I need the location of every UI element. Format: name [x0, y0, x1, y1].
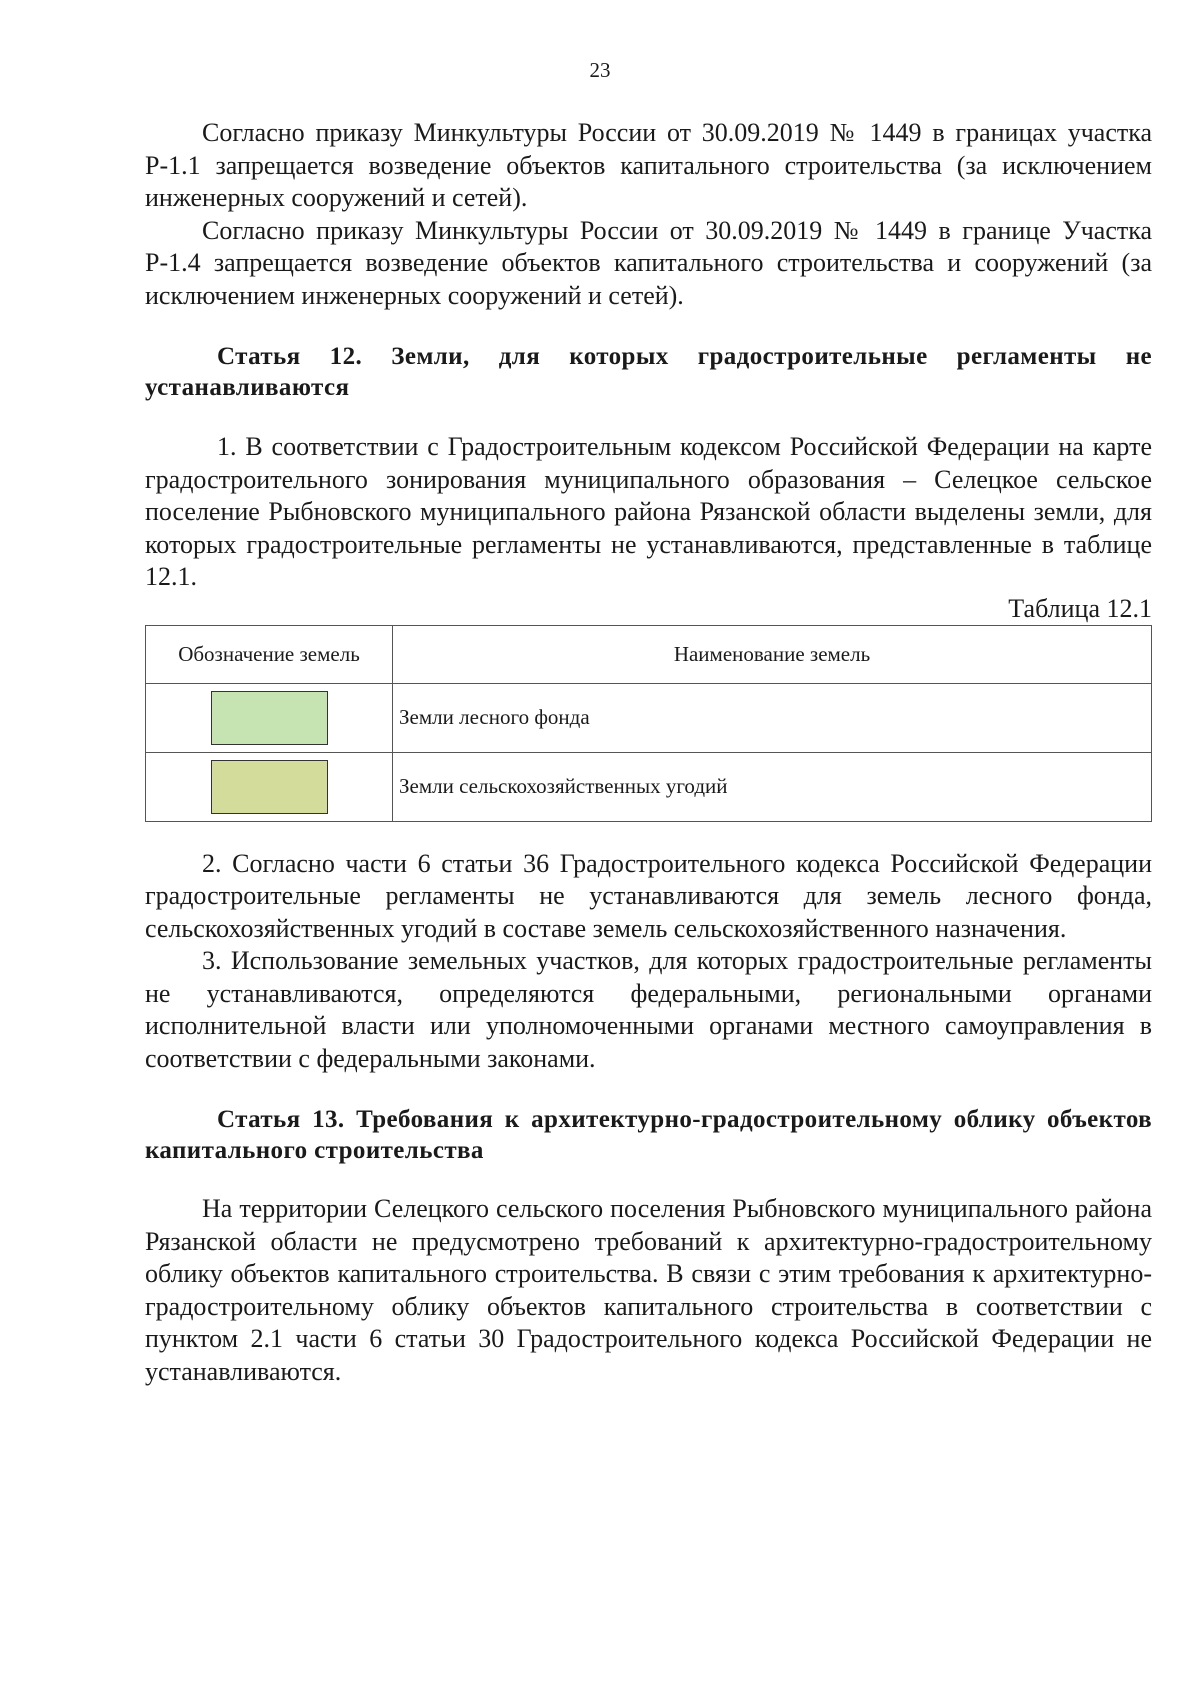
table-row	[146, 752, 1152, 821]
article-12-item-1: 1. В соответствии с Градостроительным кодексом Российской Федерации на карте градостроительного зонирования муниципального образования – Селецкое сельское поселение Рыбновского муниципального района Рязанской области выделены земли, для которых градостроительные регламенты не устанавливаются, представленные в таблице 12.1.	[145, 432, 1152, 591]
lands-table	[145, 625, 1152, 822]
table-row	[146, 683, 1152, 752]
table-caption: Таблица 12.1	[1008, 593, 1152, 623]
intro-paragraph-1: Согласно приказу Минкультуры России от 30.09.2019 № 1449 в границах участка Р-1.1 запрещается возведение объектов капитального строительства (за исключением инженерных сооружений и сетей).	[145, 118, 1152, 212]
document-body	[145, 117, 1152, 1388]
designation-cell	[146, 752, 393, 821]
header-designation: Обозначение земель	[146, 625, 393, 683]
designation-cell	[146, 683, 393, 752]
article-12-heading: Статья 12. Земли, для которых градостроительные регламенты не устанавливаются	[145, 343, 1152, 401]
article-12-item-2: 2. Согласно части 6 статьи 36 Градостроительного кодекса Российской Федерации градостроительные регламенты не устанавливаются для земель лесного фонда, сельскохозяйственных угодий в составе земель сельскохозяйственного назначения.	[145, 848, 1152, 943]
page-number: 23	[589, 58, 611, 82]
article-13-heading: Статья 13. Требования к архитектурно-градостроительному облику объектов капитального строительства	[145, 1106, 1152, 1164]
intro-paragraph-2: Согласно приказу Минкультуры России от 30.09.2019 № 1449 в границе Участка Р-1.4 запрещается возведение объектов капитального строительства и сооружений (за исключением инженерных сооружений и сетей).	[145, 215, 1152, 310]
article-13-paragraph: На территории Селецкого сельского поселения Рыбновского муниципального района Рязанской области не предусмотрено требований к архитектурно-градостроительному облику объектов капитального строительства. В связи с этим требования к архитектурно-градостроительному облику объектов капитального строительства в соответствии с пунктом 2.1 части 6 статьи 30 Градостроительного кодекса Российской Федерации не устанавливаются.	[145, 1194, 1152, 1386]
land-name-cell: Земли сельскохозяйственных угодий	[393, 752, 1152, 821]
land-name-cell: Земли лесного фонда	[393, 683, 1152, 752]
forest-land-swatch	[211, 691, 328, 745]
header-land-name: Наименование земель	[393, 625, 1152, 683]
article-12-item-3: 3. Использование земельных участков, для которых градостроительные регламенты не устанавливаются, определяются федеральными, региональными органами исполнительной власти или уполномоченными органами местного самоуправления в соответствии с федеральными законами.	[145, 946, 1152, 1073]
table-header-row	[146, 625, 1152, 683]
agricultural-land-swatch	[211, 760, 328, 814]
